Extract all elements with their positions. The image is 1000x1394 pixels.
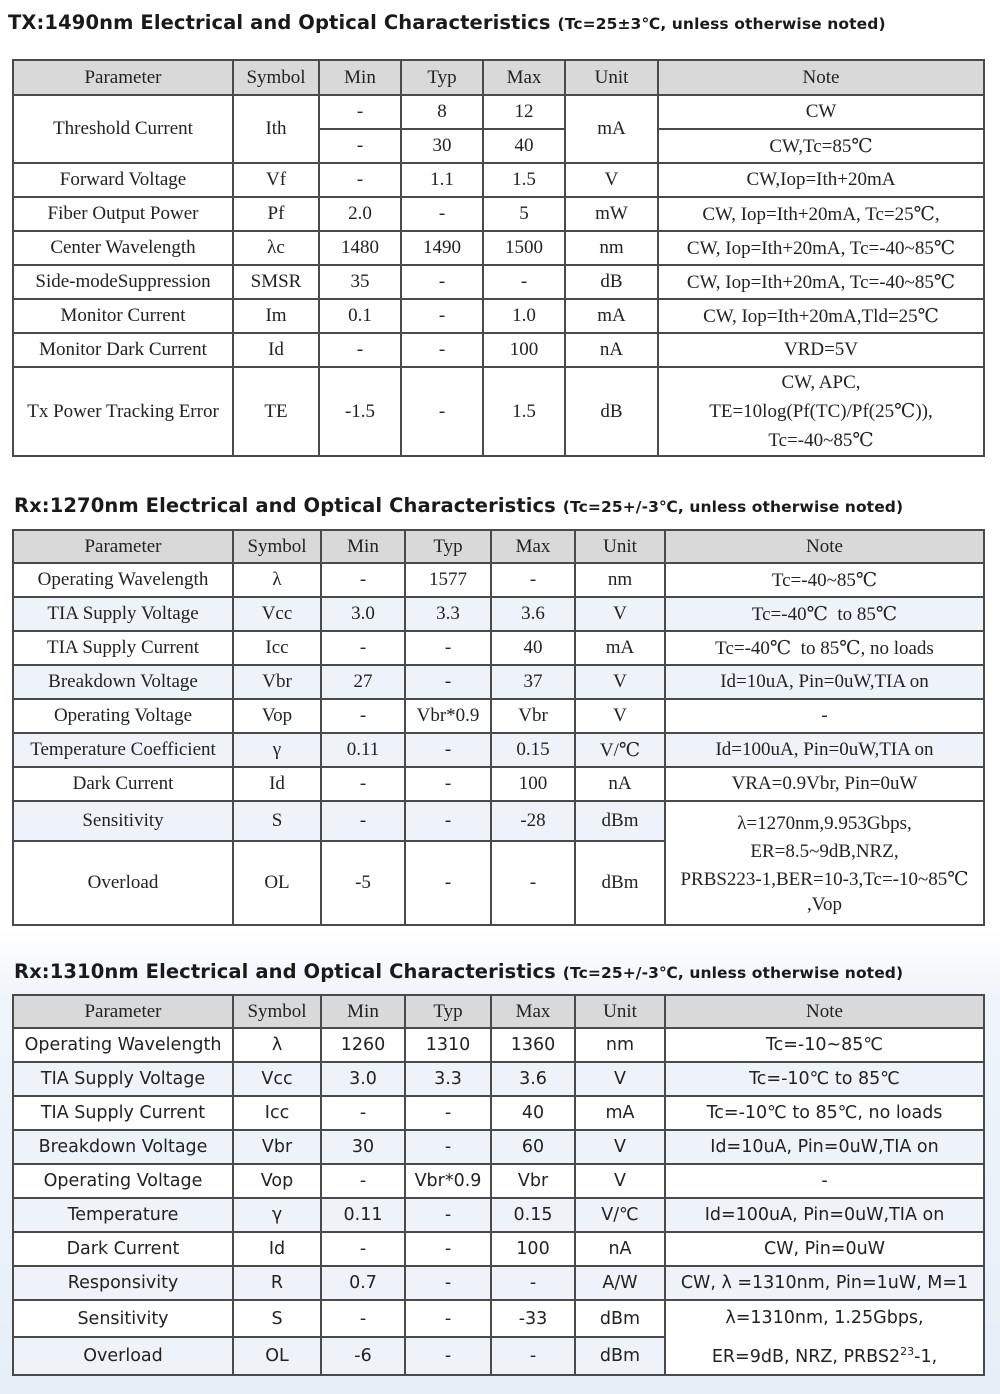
- min-cell: -: [321, 563, 405, 597]
- typ-cell: -: [401, 299, 483, 333]
- note-line: λ=1270nm,9.953Gbps,: [737, 813, 912, 834]
- header-symbol: Symbol: [233, 60, 319, 95]
- typ-cell: 1490: [401, 231, 483, 265]
- header-max: Max: [491, 530, 575, 563]
- unit-cell: mA: [575, 1096, 665, 1130]
- rx1270-characteristics-table: [12, 529, 985, 926]
- min-cell: 1260: [321, 1028, 405, 1062]
- symbol-cell: Pf: [233, 197, 319, 231]
- min-cell: -: [321, 1164, 405, 1198]
- symbol-cell: γ: [233, 1198, 321, 1232]
- typ-cell: -: [405, 1266, 491, 1300]
- note-line: λ=1310nm, 1.25Gbps,: [725, 1308, 924, 1328]
- rx1310-characteristics-table: [12, 994, 985, 1376]
- header-symbol: Symbol: [233, 995, 321, 1028]
- symbol-cell: S: [233, 801, 321, 841]
- param-cell: Overload: [13, 841, 233, 925]
- min-cell: -: [321, 699, 405, 733]
- typ-cell: 1577: [405, 563, 491, 597]
- symbol-cell: λ: [233, 563, 321, 597]
- min-cell: 3.0: [321, 597, 405, 631]
- symbol-cell: Id: [233, 767, 321, 801]
- table-row: [13, 597, 984, 631]
- symbol-cell: Icc: [233, 1096, 321, 1130]
- rx1310-section-condition: (Tc=25+/-3℃, unless otherwise noted): [562, 964, 904, 982]
- symbol-cell: λ: [233, 1028, 321, 1062]
- min-cell: -: [319, 95, 401, 129]
- note-cell: Tc=-40℃ to 85℃, no loads: [665, 631, 984, 665]
- typ-cell: -: [405, 1096, 491, 1130]
- typ-cell: -: [405, 767, 491, 801]
- note-line: TE=10log(Pf(TC)/Pf(25℃)),: [709, 401, 933, 422]
- table-row: [13, 1164, 984, 1198]
- rx1310-section-heading: [14, 960, 903, 983]
- typ-cell: 3.3: [405, 597, 491, 631]
- max-cell: 0.15: [491, 1198, 575, 1232]
- unit-cell: nA: [575, 1232, 665, 1266]
- tx-section-condition: (Tc=25±3℃, unless otherwise noted): [557, 15, 886, 33]
- param-cell: Temperature: [13, 1198, 233, 1232]
- max-cell: 3.6: [491, 597, 575, 631]
- min-cell: 0.1: [319, 299, 401, 333]
- typ-cell: -: [405, 733, 491, 767]
- min-cell: 27: [321, 665, 405, 699]
- max-cell: -: [483, 265, 565, 299]
- table-row: [13, 767, 984, 801]
- symbol-cell: λc: [233, 231, 319, 265]
- rx1270-section-heading: [14, 494, 903, 517]
- table-row: [13, 733, 984, 767]
- table-row: [13, 1062, 984, 1096]
- symbol-cell: SMSR: [233, 265, 319, 299]
- note-cell: Id=100uA, Pin=0uW,TIA on: [665, 733, 984, 767]
- note-cell: CW, Iop=Ith+20mA, Tc=-40~85℃: [658, 265, 984, 299]
- max-cell: 1.5: [483, 367, 565, 456]
- header-min: Min: [319, 60, 401, 95]
- unit-cell: V: [575, 699, 665, 733]
- note-cell: Id=100uA, Pin=0uW,TIA on: [665, 1198, 984, 1232]
- max-cell: 100: [483, 333, 565, 367]
- unit-cell: V: [575, 1062, 665, 1096]
- max-cell: -28: [491, 801, 575, 841]
- param-cell: Breakdown Voltage: [13, 1130, 233, 1164]
- header-parameter: Parameter: [13, 530, 233, 563]
- unit-cell: V: [575, 597, 665, 631]
- max-cell: 1.5: [483, 163, 565, 197]
- note-cell: [665, 801, 984, 925]
- max-cell: 1.0: [483, 299, 565, 333]
- header-note: Note: [665, 995, 984, 1028]
- unit-cell: V/℃: [575, 733, 665, 767]
- typ-cell: -: [401, 197, 483, 231]
- note-cell: Tc=-40℃ to 85℃: [665, 597, 984, 631]
- header-min: Min: [321, 530, 405, 563]
- table-row: [13, 801, 984, 841]
- unit-cell: V: [575, 665, 665, 699]
- table-row: [13, 163, 984, 197]
- max-cell: Vbr: [491, 699, 575, 733]
- param-cell: TIA Supply Voltage: [13, 1062, 233, 1096]
- param-cell: Monitor Dark Current: [13, 333, 233, 367]
- header-typ: Typ: [405, 995, 491, 1028]
- min-cell: -: [321, 1300, 405, 1337]
- min-cell: 35: [319, 265, 401, 299]
- header-symbol: Symbol: [233, 530, 321, 563]
- unit-cell: dB: [565, 367, 658, 456]
- table-row: [13, 197, 984, 231]
- param-cell: Center Wavelength: [13, 231, 233, 265]
- note-cell: [665, 1300, 984, 1375]
- unit-cell: mA: [565, 95, 658, 163]
- note-text: -1,: [914, 1346, 938, 1367]
- min-cell: 0.11: [321, 1198, 405, 1232]
- unit-cell: V: [575, 1164, 665, 1198]
- min-cell: 3.0: [321, 1062, 405, 1096]
- unit-cell: dB: [565, 265, 658, 299]
- min-cell: -5: [321, 841, 405, 925]
- min-cell: 0.11: [321, 733, 405, 767]
- table-row: [13, 333, 984, 367]
- min-cell: -: [321, 1232, 405, 1266]
- symbol-cell: S: [233, 1300, 321, 1337]
- typ-cell: 1310: [405, 1028, 491, 1062]
- tx-characteristics-table: [12, 59, 985, 457]
- table-row: [13, 367, 984, 456]
- param-cell: Overload: [13, 1337, 233, 1374]
- unit-cell: mW: [565, 197, 658, 231]
- param-cell: Operating Wavelength: [13, 563, 233, 597]
- header-unit: Unit: [565, 60, 658, 95]
- symbol-cell: Im: [233, 299, 319, 333]
- min-cell: -: [321, 1096, 405, 1130]
- param-cell: Side-modeSuppression: [13, 265, 233, 299]
- max-cell: 12: [483, 95, 565, 129]
- header-parameter: Parameter: [13, 60, 233, 95]
- typ-cell: -: [405, 631, 491, 665]
- header-unit: Unit: [575, 530, 665, 563]
- header-note: Note: [658, 60, 984, 95]
- param-cell: Operating Voltage: [13, 699, 233, 733]
- param-cell: TIA Supply Current: [13, 631, 233, 665]
- unit-cell: V/℃: [575, 1198, 665, 1232]
- symbol-cell: Vf: [233, 163, 319, 197]
- note-cell: Tc=-10~85℃: [665, 1028, 984, 1062]
- rx1310-section-title: Rx:1310nm Electrical and Optical Characteristics: [14, 960, 556, 983]
- note-superscript: 23: [900, 1345, 915, 1358]
- unit-cell: nA: [575, 767, 665, 801]
- note-cell: -: [665, 1164, 984, 1198]
- typ-cell: -: [401, 333, 483, 367]
- typ-cell: -: [405, 665, 491, 699]
- symbol-cell: Id: [233, 1232, 321, 1266]
- note-cell: CW, Pin=0uW: [665, 1232, 984, 1266]
- max-cell: -: [491, 1337, 575, 1374]
- note-cell: [658, 367, 984, 456]
- min-cell: 1480: [319, 231, 401, 265]
- param-cell: Operating Voltage: [13, 1164, 233, 1198]
- unit-cell: nm: [565, 231, 658, 265]
- param-cell: Dark Current: [13, 767, 233, 801]
- note-cell: Tc=-40~85℃: [665, 563, 984, 597]
- note-cell: Tc=-10℃ to 85℃, no loads: [665, 1096, 984, 1130]
- header-typ: Typ: [405, 530, 491, 563]
- symbol-cell: Vbr: [233, 1130, 321, 1164]
- note-cell: CW,Tc=85℃: [658, 129, 984, 163]
- symbol-cell: Vop: [233, 699, 321, 733]
- max-cell: -33: [491, 1300, 575, 1337]
- table-row: [13, 1232, 984, 1266]
- param-cell: Fiber Output Power: [13, 197, 233, 231]
- symbol-cell: Ith: [233, 95, 319, 163]
- table-row: [13, 231, 984, 265]
- unit-cell: mA: [565, 299, 658, 333]
- max-cell: 40: [483, 129, 565, 163]
- typ-cell: -: [405, 1300, 491, 1337]
- min-cell: 2.0: [319, 197, 401, 231]
- symbol-cell: OL: [233, 1337, 321, 1374]
- param-cell: Sensitivity: [13, 1300, 233, 1337]
- min-cell: -: [319, 333, 401, 367]
- max-cell: -: [491, 841, 575, 925]
- note-cell: -: [665, 699, 984, 733]
- note-cell: Id=10uA, Pin=0uW,TIA on: [665, 665, 984, 699]
- min-cell: -: [321, 801, 405, 841]
- table-header-row: [13, 530, 984, 563]
- param-cell: Threshold Current: [13, 95, 233, 163]
- note-cell: CW: [658, 95, 984, 129]
- note-line: PRBS223-1,BER=10-3,Tc=-10~85℃: [680, 869, 969, 890]
- param-cell: Temperature Coefficient: [13, 733, 233, 767]
- typ-cell: -: [405, 1337, 491, 1374]
- typ-cell: Vbr*0.9: [405, 699, 491, 733]
- max-cell: 40: [491, 631, 575, 665]
- typ-cell: -: [401, 367, 483, 456]
- table-row: [13, 1096, 984, 1130]
- typ-cell: -: [401, 265, 483, 299]
- header-min: Min: [321, 995, 405, 1028]
- symbol-cell: TE: [233, 367, 319, 456]
- param-cell: Monitor Current: [13, 299, 233, 333]
- param-cell: TIA Supply Current: [13, 1096, 233, 1130]
- min-cell: -: [319, 163, 401, 197]
- tx-section-heading: [8, 11, 886, 34]
- min-cell: -6: [321, 1337, 405, 1374]
- max-cell: 0.15: [491, 733, 575, 767]
- symbol-cell: R: [233, 1266, 321, 1300]
- rx1270-section-condition: (Tc=25+/-3℃, unless otherwise noted): [562, 498, 904, 516]
- table-row: [13, 1300, 984, 1337]
- symbol-cell: Vbr: [233, 665, 321, 699]
- unit-cell: V: [565, 163, 658, 197]
- unit-cell: mA: [575, 631, 665, 665]
- typ-cell: 3.3: [405, 1062, 491, 1096]
- param-cell: TIA Supply Voltage: [13, 597, 233, 631]
- max-cell: -: [491, 563, 575, 597]
- typ-cell: -: [405, 841, 491, 925]
- symbol-cell: Icc: [233, 631, 321, 665]
- table-row: [13, 299, 984, 333]
- typ-cell: 1.1: [401, 163, 483, 197]
- symbol-cell: γ: [233, 733, 321, 767]
- max-cell: 100: [491, 767, 575, 801]
- param-cell: Dark Current: [13, 1232, 233, 1266]
- tx-section-title: TX:1490nm Electrical and Optical Characteristics: [8, 11, 551, 34]
- note-cell: CW, Iop=Ith+20mA, Tc=-40~85℃: [658, 231, 984, 265]
- unit-cell: dBm: [575, 841, 665, 925]
- unit-cell: nA: [565, 333, 658, 367]
- note-line: [668, 1335, 981, 1374]
- param-cell: Operating Wavelength: [13, 1028, 233, 1062]
- typ-cell: 8: [401, 95, 483, 129]
- note-text: ER=9dB, NRZ, PRBS2: [711, 1346, 901, 1367]
- unit-cell: dBm: [575, 1300, 665, 1337]
- table-row: [13, 665, 984, 699]
- typ-cell: -: [405, 801, 491, 841]
- typ-cell: -: [405, 1232, 491, 1266]
- min-cell: -: [321, 631, 405, 665]
- param-cell: Sensitivity: [13, 801, 233, 841]
- symbol-cell: Id: [233, 333, 319, 367]
- param-cell: Responsivity: [13, 1266, 233, 1300]
- min-cell: -1.5: [319, 367, 401, 456]
- min-cell: 30: [321, 1130, 405, 1164]
- table-row: [13, 631, 984, 665]
- unit-cell: A/W: [575, 1266, 665, 1300]
- header-max: Max: [483, 60, 565, 95]
- note-line: ,Vop: [806, 894, 843, 915]
- header-max: Max: [491, 995, 575, 1028]
- table-header-row: [13, 60, 984, 95]
- max-cell: 1360: [491, 1028, 575, 1062]
- min-cell: -: [321, 767, 405, 801]
- note-line: ER=8.5~9dB,NRZ,: [750, 841, 899, 862]
- max-cell: 37: [491, 665, 575, 699]
- param-cell: Tx Power Tracking Error: [13, 367, 233, 456]
- table-row: [13, 699, 984, 733]
- symbol-cell: Vcc: [233, 1062, 321, 1096]
- table-row: [13, 95, 984, 129]
- note-cell: VRD=5V: [658, 333, 984, 367]
- max-cell: -: [491, 1266, 575, 1300]
- header-parameter: Parameter: [13, 995, 233, 1028]
- note-cell: Id=10uA, Pin=0uW,TIA on: [665, 1130, 984, 1164]
- header-typ: Typ: [401, 60, 483, 95]
- header-unit: Unit: [575, 995, 665, 1028]
- table-header-row: [13, 995, 984, 1028]
- table-row: [13, 1130, 984, 1164]
- note-cell: VRA=0.9Vbr, Pin=0uW: [665, 767, 984, 801]
- typ-cell: -: [405, 1198, 491, 1232]
- param-cell: Forward Voltage: [13, 163, 233, 197]
- max-cell: 5: [483, 197, 565, 231]
- max-cell: 60: [491, 1130, 575, 1164]
- header-note: Note: [665, 530, 984, 563]
- note-cell: Tc=-10℃ to 85℃: [665, 1062, 984, 1096]
- note-cell: CW, Iop=Ith+20mA,Tld=25℃: [658, 299, 984, 333]
- max-cell: 3.6: [491, 1062, 575, 1096]
- unit-cell: dBm: [575, 801, 665, 841]
- typ-cell: 30: [401, 129, 483, 163]
- symbol-cell: Vop: [233, 1164, 321, 1198]
- typ-cell: Vbr*0.9: [405, 1164, 491, 1198]
- note-cell: CW, λ =1310nm, Pin=1uW, M=1: [665, 1266, 984, 1300]
- note-cell: CW,Iop=Ith+20mA: [658, 163, 984, 197]
- rx1270-section-title: Rx:1270nm Electrical and Optical Characteristics: [14, 494, 556, 517]
- note-line: CW, APC,: [781, 372, 861, 393]
- max-cell: 40: [491, 1096, 575, 1130]
- unit-cell: nm: [575, 563, 665, 597]
- unit-cell: nm: [575, 1028, 665, 1062]
- table-row: [13, 265, 984, 299]
- unit-cell: dBm: [575, 1337, 665, 1374]
- max-cell: 100: [491, 1232, 575, 1266]
- table-row: [13, 1198, 984, 1232]
- note-line: Tc=-40~85℃: [768, 430, 874, 451]
- max-cell: Vbr: [491, 1164, 575, 1198]
- table-row: [13, 563, 984, 597]
- min-cell: -: [319, 129, 401, 163]
- typ-cell: -: [405, 1130, 491, 1164]
- min-cell: 0.7: [321, 1266, 405, 1300]
- symbol-cell: Vcc: [233, 597, 321, 631]
- table-row: [13, 1028, 984, 1062]
- note-cell: CW, Iop=Ith+20mA, Tc=25℃,: [658, 197, 984, 231]
- max-cell: 1500: [483, 231, 565, 265]
- param-cell: Breakdown Voltage: [13, 665, 233, 699]
- table-row: [13, 1266, 984, 1300]
- unit-cell: V: [575, 1130, 665, 1164]
- symbol-cell: OL: [233, 841, 321, 925]
